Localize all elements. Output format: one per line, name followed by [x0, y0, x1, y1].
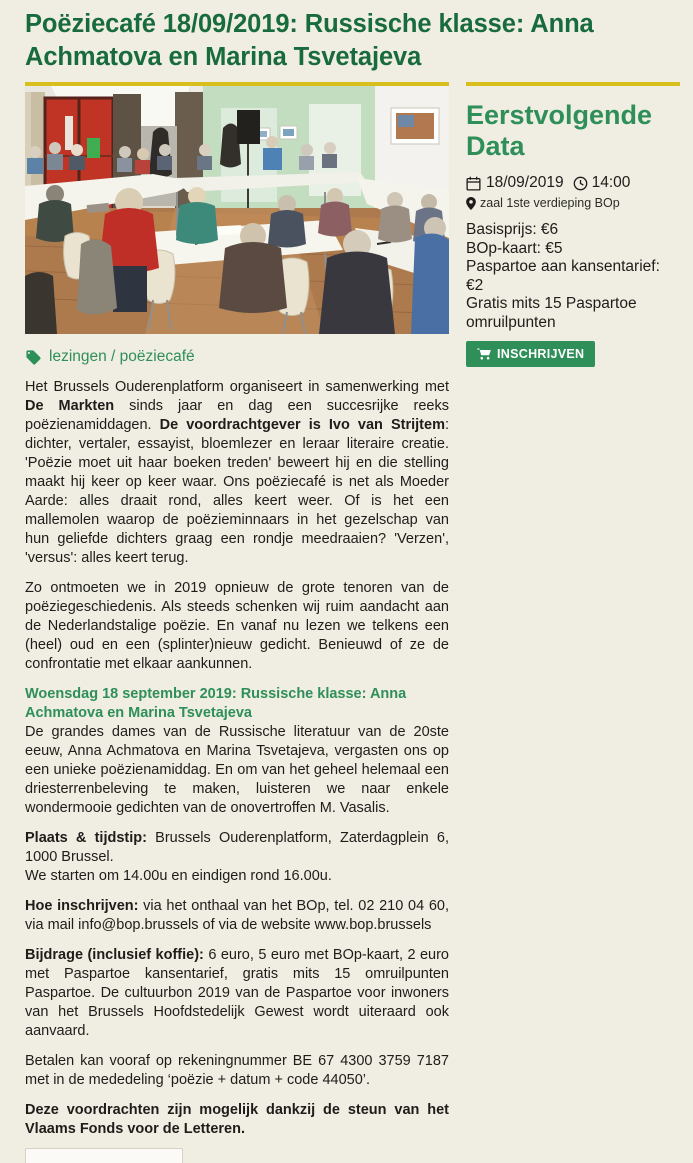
page-title: Poëziecafé 18/09/2019: Russische klasse: Anna Achmatova en Marina Tsvetajeva [25, 10, 594, 72]
steun-paragraph: Deze voordrachten zijn mogelijk dankzij de steun van het Vlaams Fonds voor de Letteren. [25, 1102, 449, 1138]
event-location: zaal 1ste verdieping BOp [480, 196, 620, 211]
location-pin-icon [466, 197, 476, 210]
event-time: 14:00 [591, 174, 631, 192]
event-datetime-row [466, 174, 680, 192]
bijdrage-paragraph: Bijdrage (inclusief koffie): 6 euro, 5 euro met BOp-kaart, 2 euro met Paspartoe kansentarief, gratis mits 15 omruilpunten Paspartoe. De cultuurbon 2019 van de Paspartoe voor inwoners van het Brussels Hoofdstedelijk Gewest wordt uiteraard ook aanvaard. [25, 947, 449, 1040]
inschrijven-paragraph: Hoe inschrijven: via het onthaal van het BOp, tel. 02 210 04 60, via mail info@bop.brussels of via de website www.bop.brussels [25, 898, 449, 934]
cutoff-element-top [25, 1148, 183, 1163]
sidebar [466, 82, 680, 367]
clock-icon [573, 176, 588, 191]
price-line: Basisprijs: €6 [466, 221, 559, 239]
plaats-paragraph: Plaats & tijdstip: Brussels Ouderenplatform, Zaterdagplein 6, 1000 Brussel. We starten om 14.00u en eindigen rond 16.00u. [25, 830, 449, 885]
main-column [25, 82, 449, 1163]
sidebar-heading: Eerstvolgende Data [466, 100, 653, 162]
event-heading: Woensdag 18 september 2019: Russische klasse: Anna Achmatova en Marina Tsvetajeva [25, 686, 407, 722]
cart-icon [477, 348, 491, 360]
price-line: Paspartoe aan kansentarief: €2 [466, 258, 660, 294]
price-line: BOp-kaart: €5 [466, 239, 563, 257]
content-columns [25, 82, 676, 1163]
tenoren-paragraph: Zo ontmoeten we in 2019 opnieuw de grote tenoren van de poëziegeschiedenis. Als steeds schenken wij ruim aandacht aan de Nederlandstalige poëzie. En vanaf nu lezen we telkens een (heel) oud en een (splinter)nieuw gedicht. Benieuwd of ze de confrontatie met elkaar aankunnen. [25, 580, 449, 673]
event-location-row [466, 196, 680, 210]
calendar-icon [466, 176, 481, 191]
category-tagline-label: lezingen / poëziecafé [49, 348, 195, 366]
yellow-divider-sidebar [466, 82, 680, 86]
event-date: 18/09/2019 [486, 174, 564, 192]
page-container [0, 8, 693, 1163]
intro-paragraph: Het Brussels Ouderenplatform organiseert in samenwerking met De Markten sinds jaar en dag een succesrijke reeks poëzienamiddagen. De voordrachtgever is Ivo van Strijtem: dichter, vertaler, essayist, bloemlezer en leraar literaire creatie. 'Poëzie moet uit haar boeken treden' beweert hij en die stelling maakt hij keer op keer waar. Ons poëziecafé is net als Moeder Aarde: alles draait rond, alles keert weer. Of is het een mallemolen waarop de poëzieminnaars in het gezelschap van hun geliefde dichters graag een rondje meedraaien? 'Verzen', 'versus': alles keert terug. [25, 379, 449, 567]
price-list [466, 221, 680, 332]
subscribe-button[interactable] [466, 341, 595, 367]
betalen-paragraph: Betalen kan vooraf op rekeningnummer BE 67 4300 3759 7187 met in de mededeling ‘poëzie + datum + code 44050’. [25, 1053, 449, 1089]
subscribe-button-label: INSCHRIJVEN [497, 347, 585, 362]
event-description: De grandes dames van de Russische literatuur van de 20ste eeuw, Anna Achmatova en Marina Tsvetajeva, vergasten ons op een unieke poëzienamiddag. En om van het geheel helemaal een driesterrenbeleving te maken, luisteren we naar enkele wondermooie gedichten van de onovertroffen M. Vasalis. [25, 724, 449, 817]
tag-icon [25, 349, 42, 366]
price-line: Gratis mits 15 Paspartoe omruilpunten [466, 295, 637, 331]
article-body [25, 378, 449, 1139]
category-tagline[interactable] [25, 348, 449, 366]
event-photo [25, 86, 449, 334]
